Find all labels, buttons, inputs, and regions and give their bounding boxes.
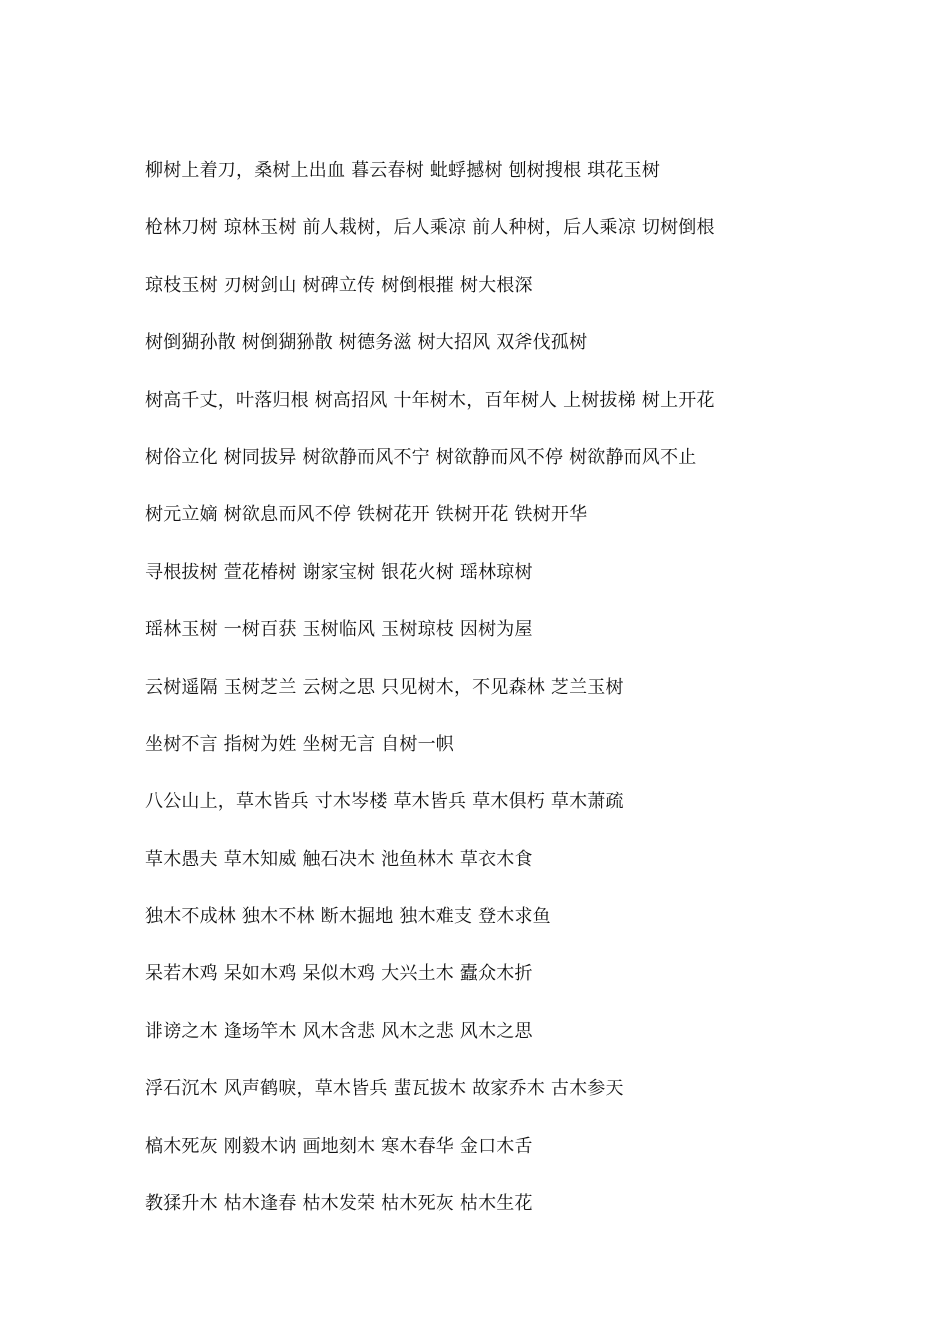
idiom-line: 诽谤之木 逢场竿木 风木含悲 风木之悲 风木之思 bbox=[145, 1020, 533, 1042]
idiom-line: 教猱升木 枯木逢春 枯木发荣 枯木死灰 枯木生花 bbox=[145, 1193, 533, 1215]
idiom-line: 云树遥隔 玉树芝兰 云树之思 只见树木，不见森林 芝兰玉树 bbox=[145, 676, 624, 698]
idiom-line: 八公山上，草木皆兵 寸木岑楼 草木皆兵 草木俱朽 草木萧疏 bbox=[145, 791, 624, 813]
idiom-line: 树倒猢孙散 树倒猢狲散 树德务滋 树大招风 双斧伐孤树 bbox=[145, 332, 588, 354]
idiom-line: 琼枝玉树 刃树剑山 树碑立传 树倒根摧 树大根深 bbox=[145, 274, 533, 296]
idiom-line: 寻根拔树 萱花椿树 谢家宝树 银花火树 瑶林琼树 bbox=[145, 561, 533, 583]
idiom-line: 坐树不言 指树为姓 坐树无言 自树一帜 bbox=[145, 733, 454, 755]
idiom-list bbox=[145, 156, 905, 1246]
idiom-line: 树高千丈，叶落归根 树高招风 十年树木，百年树人 上树拔梯 树上开花 bbox=[145, 389, 715, 411]
idiom-line: 柳树上着刀，桑树上出血 暮云春树 蚍蜉撼树 刨树搜根 琪花玉树 bbox=[145, 160, 661, 181]
idiom-line: 独木不成林 独木不林 断木掘地 独木难支 登木求鱼 bbox=[145, 906, 551, 928]
idiom-line: 枪林刀树 琼林玉树 前人栽树，后人乘凉 前人种树，后人乘凉 切树倒根 bbox=[145, 217, 715, 239]
idiom-line: 瑶林玉树 一树百获 玉树临风 玉树琼枝 因树为屋 bbox=[145, 619, 533, 641]
idiom-line: 草木愚夫 草木知威 触石决木 池鱼林木 草衣木食 bbox=[145, 848, 533, 870]
idiom-line: 浮石沉木 风声鹤唳，草木皆兵 蜚瓦拔木 故家乔木 古木参天 bbox=[145, 1078, 624, 1100]
idiom-line: 树元立嫡 树欲息而风不停 铁树花开 铁树开花 铁树开华 bbox=[145, 504, 588, 526]
idiom-line: 呆若木鸡 呆如木鸡 呆似木鸡 大兴土木 蠹众木折 bbox=[145, 963, 533, 985]
idiom-line: 槁木死灰 刚毅木讷 画地刻木 寒木春华 金口木舌 bbox=[145, 1135, 533, 1157]
idiom-line: 树俗立化 树同拔异 树欲静而风不宁 树欲静而风不停 树欲静而风不止 bbox=[145, 446, 697, 468]
